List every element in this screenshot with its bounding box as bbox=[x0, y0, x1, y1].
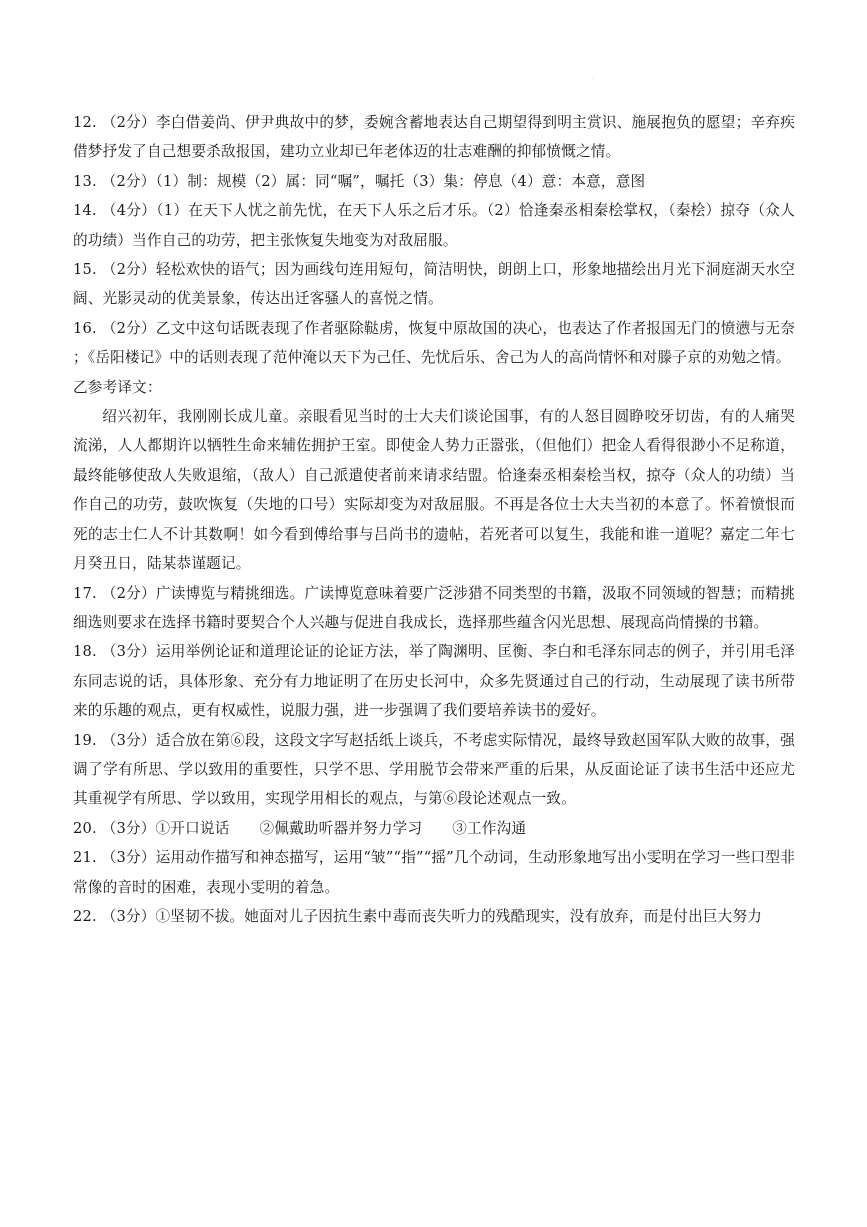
answer-17: 17. （2分）广读博览与精挑细选。广读博览意味着要广泛涉猎不同类型的书籍，汲取不同领域的智慧；而精挑细选则要求在选择书籍时要契合个人兴趣与促进自我成长，选择那些蕴含闪光思想、展现高尚情操的书籍。 bbox=[73, 584, 795, 631]
answer-19: 19. （3分）适合放在第⑥段，这段文字写赵括纸上谈兵，不考虑实际情况，最终导致赵国军队大败的故事，强调了学有所思、学以致用的重要性，只学不思、学用脱节会带来严重的后果，从反面论证了读书生活中还应尤其重视学有所思、学以致用，实现学用相长的观点，与第⑥段论述观点一致。 bbox=[73, 731, 795, 808]
answer-14: 14. （4分）（1）在天下人忧之前先忧，在天下人乐之后才乐。（2）恰逢秦丞相秦桧掌权，（秦桧）掠夺（众人的功绩）当作自己的功劳，把主张恢复失地变为对敌屈服。 bbox=[73, 202, 795, 249]
answer-20-lead: 20. （3分） bbox=[73, 819, 156, 837]
answer-12: 12. （2分）李白借姜尚、伊尹典故中的梦，委婉含蓄地表达自己期望得到明主赏识、施展抱负的愿望；辛弃疾借梦抒发了自己想要杀敌报国，建功立业却已年老体迈的壮志难酬的抑郁愤慨之情。 bbox=[73, 114, 795, 161]
translation-body: 绍兴初年，我刚刚长成儿童。亲眼看见当时的士大夫们谈论国事，有的人怒目圆睁咬牙切齿，有的人痛哭流涕，人人都期许以牺牲生命来辅佐拥护王室。即使金人势力正嚣张，（但他们）把金人看得很渺小不足称道，最终能够使敌人失败退缩，（敌人）自己派遣使者前来请求结盟。恰逢秦丞相秦桧当权，掠夺（众人的功绩）当作自己的功劳，鼓吹恢复（失地的口号）实际却变为对敌屈服。不再是各位士大夫当初的本意了。怀着愤恨而死的志士仁人不计其数啊！如今看到傅给事与吕尚书的遗帖，若死者可以复生，我能和谁一道呢？嘉定二年七月癸丑日，陆某恭谨题记。 bbox=[73, 408, 795, 573]
answer-21: 21. （3分）运用动作描写和神态描写，运用“皱”“指”“摇”几个动词，生动形象地写出小雯明在学习一些口型非常像的音时的困难，表现小雯明的着急。 bbox=[73, 849, 795, 896]
answer-20-item-1: ①开口说话 bbox=[155, 819, 230, 837]
answer-20 bbox=[73, 814, 795, 843]
answer-16: 16. （2分）乙文中这句话既表现了作者驱除鞑虏，恢复中原故国的决心，也表达了作者报国无门的愤懑与无奈；《岳阳楼记》中的话则表现了范仲淹以天下为己任、先忧后乐、舍己为人的高尚情怀和对滕子京的劝勉之情。 bbox=[73, 319, 795, 367]
answer-15: 15. （2分）轻松欢快的语气；因为画线句连用短句，简洁明快，朗朗上口，形象地描绘出月光下洞庭湖天水空阔、光影灵动的优美景象，传达出迁客骚人的喜悦之情。 bbox=[73, 261, 795, 308]
answer-content bbox=[73, 108, 795, 931]
translation-title: 乙参考译文： bbox=[73, 378, 162, 396]
answer-22: 22. （3分）①坚韧不拔。她面对儿子因抗生素中毒而丧失听力的残酷现实，没有放弃，而是付出巨大努力 bbox=[73, 907, 763, 925]
scan-dot: · bbox=[592, 76, 594, 83]
answer-13: 13. （2分）（1）制：规模（2）属：同“嘱”，嘱托（3）集：停息（4）意：本意，意图 bbox=[73, 172, 646, 190]
answer-20-item-2: ②佩戴助听器并努力学习 bbox=[259, 819, 423, 837]
answer-18: 18. （3分）运用举例论证和道理论证的论证方法，举了陶渊明、匡衡、李白和毛泽东同志的例子，并引用毛泽东同志说的话，具体形象、充分有力地证明了在历史长河中，众多先贤通过自己的行动，生动展现了读书所带来的乐趣的观点，更有权威性，说服力强，进一步强调了我们要培养读书的爱好。 bbox=[73, 643, 795, 720]
answer-20-item-3: ③工作沟通 bbox=[452, 819, 527, 837]
